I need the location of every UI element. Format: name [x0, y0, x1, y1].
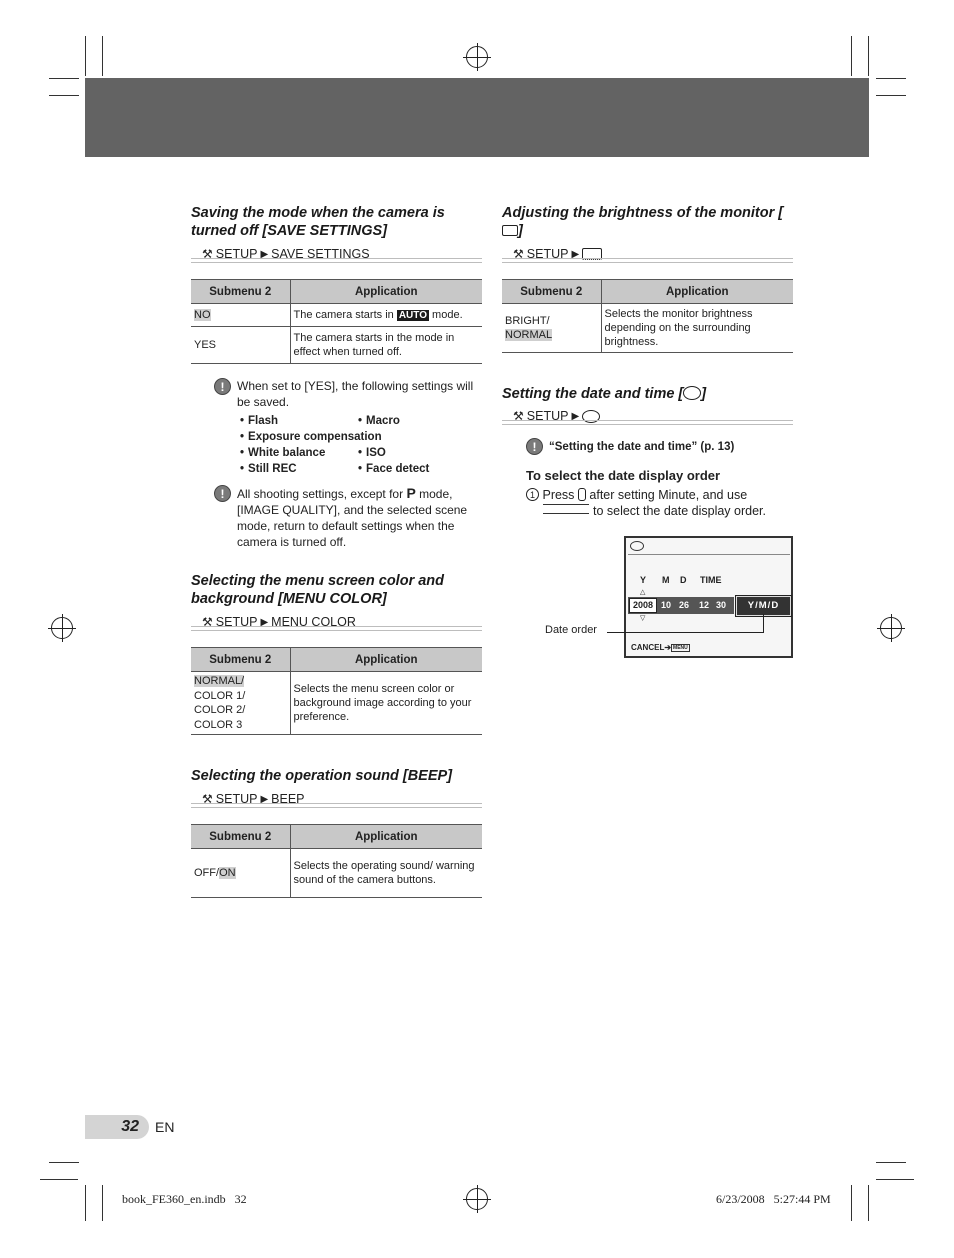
- crop-mark: [851, 1185, 852, 1221]
- ok-button-icon: [578, 488, 586, 501]
- crop-mark: [102, 1185, 103, 1221]
- app-text: The camera starts in the mode in effect when turned off.: [290, 327, 482, 364]
- crop-mark: [85, 1185, 86, 1221]
- setup-wrench-icon: ⚒: [202, 792, 213, 806]
- year-field: 2008: [629, 598, 657, 613]
- list-item: White balance: [248, 447, 326, 459]
- beep-title: Selecting the operation sound [BEEP]: [191, 768, 453, 784]
- app-text: Selects the menu screen color or background image according to your preference.: [290, 672, 482, 735]
- note-text: “Setting the date and time” (p. 13): [549, 441, 735, 453]
- list-item: Flash: [248, 415, 279, 427]
- option-yes: YES: [191, 327, 290, 364]
- day-field: 26: [679, 600, 690, 610]
- crop-mark: [876, 1179, 914, 1180]
- monitor-brightness-icon: [502, 225, 518, 236]
- brightness-title: [502, 204, 797, 240]
- section-rule: [191, 803, 482, 808]
- table-row: [191, 849, 482, 898]
- caution-icon: !: [526, 438, 543, 455]
- header-band: [85, 78, 869, 157]
- title-text: ]: [701, 386, 707, 402]
- auto-mode-icon: AUTO: [398, 309, 427, 321]
- arrow-right-icon: ▶: [571, 248, 580, 260]
- page-number: 32: [85, 1115, 149, 1139]
- crop-mark: [49, 78, 79, 79]
- menu-button-icon: MENU: [673, 645, 688, 651]
- option-normal: NORMAL: [505, 329, 553, 341]
- app-text: Selects the monitor brightness depending on the surrounding brightness.: [601, 304, 793, 353]
- path-setup: SETUP: [526, 409, 569, 423]
- app-text: The camera starts in: [293, 308, 394, 321]
- note-text-a: All shooting settings, except for: [237, 487, 404, 501]
- save-settings-title: Saving the mode when the camera is turned off [SAVE SETTINGS]: [191, 205, 445, 239]
- setup-wrench-icon: ⚒: [202, 615, 213, 629]
- registration-mark-icon: [880, 617, 902, 639]
- setup-wrench-icon: ⚒: [202, 247, 213, 261]
- file-slug: book_FE360_en.indb 32: [122, 1192, 247, 1206]
- path-setup: SETUP: [215, 247, 258, 261]
- note-text: When set to [YES], the following settings will be saved.: [237, 379, 474, 409]
- crop-mark: [876, 1162, 906, 1163]
- crop-mark: [851, 36, 852, 76]
- hour-field: 12: [699, 600, 710, 610]
- registration-mark-icon: [51, 617, 73, 639]
- section-rule: [191, 258, 482, 263]
- crop-mark: [876, 78, 906, 79]
- list-item: Exposure compensation: [248, 431, 382, 443]
- list-item: Macro: [366, 415, 400, 427]
- cancel-label: CANCEL: [631, 643, 665, 652]
- camera-lcd-screen: [624, 536, 793, 658]
- down-arrow-icon: ▽: [640, 615, 646, 622]
- save-settings-table: [191, 279, 482, 364]
- section-rule: [502, 420, 793, 425]
- option-off: OFF/: [194, 867, 220, 879]
- note-text-b: mode, [IMAGE QUALITY], and the selected scene mode, return to default settings when the camera is turned off.: [237, 487, 468, 549]
- arrow-right-icon: ▶: [260, 793, 269, 805]
- section-rule: [502, 258, 793, 263]
- col-head-application: Application: [601, 280, 793, 304]
- crop-mark: [40, 1179, 78, 1180]
- title-text: ]: [518, 223, 523, 239]
- path-item: MENU COLOR: [271, 615, 356, 629]
- label-y: Y: [640, 575, 647, 585]
- date-order-step: [526, 487, 788, 519]
- cancel-hint: CANCEL➔ MENU: [631, 643, 688, 652]
- step-text: after setting Minute, and use: [589, 488, 748, 502]
- label-time: TIME: [700, 575, 722, 585]
- registration-mark-icon: [466, 1188, 488, 1210]
- date-order-field: Y/M/D: [736, 596, 791, 616]
- crop-mark: [49, 1162, 79, 1163]
- screen-divider: [628, 554, 790, 555]
- path-setup: SETUP: [215, 792, 258, 806]
- section-rule: [191, 626, 482, 631]
- table-row: [191, 672, 482, 735]
- arrow-right-icon: ▶: [571, 410, 580, 422]
- option-color1: COLOR 1/: [194, 689, 246, 702]
- up-arrow-icon: △: [640, 589, 646, 596]
- setup-wrench-icon: ⚒: [513, 409, 524, 423]
- language-code: EN: [155, 1119, 175, 1135]
- option-no: NO: [194, 309, 211, 321]
- date-order-subtitle: To select the date display order: [526, 468, 721, 483]
- crop-mark: [49, 95, 79, 96]
- saved-settings-list: • Flash • Macro • Exposure compensation • White balance • ISO • Still REC • Face detect: [240, 415, 430, 475]
- setup-wrench-icon: ⚒: [513, 247, 524, 261]
- note-save-list: [214, 378, 484, 410]
- option-normal: NORMAL/: [194, 675, 245, 687]
- path-item: SAVE SETTINGS: [271, 247, 370, 261]
- col-head-submenu: Submenu 2: [191, 280, 290, 304]
- note-date-ref: [526, 438, 786, 455]
- list-item: Still REC: [248, 463, 297, 475]
- menu-color-title: Selecting the menu screen color and background [MENU COLOR]: [191, 573, 445, 607]
- path-setup: SETUP: [526, 247, 569, 261]
- path-item: BEEP: [271, 792, 305, 806]
- col-head-submenu: Submenu 2: [191, 825, 290, 849]
- caution-icon: !: [214, 485, 231, 502]
- menu-color-table: [191, 647, 482, 735]
- step-text: to select the date display order.: [592, 504, 766, 518]
- caution-icon: !: [214, 378, 231, 395]
- clock-icon: [630, 541, 644, 551]
- table-row: [191, 327, 482, 364]
- month-field: 10: [661, 600, 672, 610]
- print-timestamp: 6/23/2008 5:27:44 PM: [716, 1192, 831, 1206]
- path-setup: SETUP: [215, 615, 258, 629]
- arrow-right-icon: ▶: [260, 248, 269, 260]
- brightness-table: [502, 279, 793, 353]
- note-reset: [214, 485, 484, 550]
- table-row: [502, 304, 793, 353]
- arrow-buttons-icon: [543, 504, 589, 514]
- minute-field: 30: [716, 600, 727, 610]
- crop-mark: [868, 1185, 869, 1221]
- list-item: Face detect: [366, 463, 430, 475]
- list-item: ISO: [366, 447, 386, 459]
- title-text: Setting the date and time [: [502, 386, 684, 402]
- crop-mark: [876, 95, 906, 96]
- crop-mark: [85, 36, 86, 76]
- arrow-right-icon: ▶: [260, 616, 269, 628]
- table-row: [191, 304, 482, 327]
- option-on: ON: [219, 867, 236, 879]
- crop-mark: [102, 36, 103, 76]
- clock-icon: [683, 386, 701, 400]
- date-order-callout: Date order: [545, 624, 597, 636]
- field-labels: [640, 575, 750, 585]
- col-head-submenu: Submenu 2: [191, 648, 290, 672]
- date-time-title: [502, 385, 797, 403]
- app-text: mode.: [432, 308, 463, 321]
- callout-line: [763, 614, 764, 633]
- app-text: Selects the operating sound/ warning sound of the camera buttons.: [290, 849, 482, 898]
- col-head-application: Application: [290, 648, 482, 672]
- col-head-application: Application: [290, 825, 482, 849]
- label-m: M: [662, 575, 670, 585]
- crop-mark: [868, 36, 869, 76]
- title-text: Adjusting the brightness of the monitor [: [502, 205, 784, 221]
- note-text: [237, 485, 484, 550]
- beep-table: [191, 824, 482, 898]
- col-head-submenu: Submenu 2: [502, 280, 601, 304]
- program-mode-icon: P: [406, 485, 416, 501]
- option-color2: COLOR 2/: [194, 704, 246, 716]
- col-head-application: Application: [290, 280, 482, 304]
- step-text: Press: [542, 488, 575, 502]
- option-color3: COLOR 3: [194, 718, 243, 731]
- registration-mark-icon: [466, 46, 488, 68]
- step-number: 1: [526, 488, 539, 501]
- label-d: D: [680, 575, 687, 585]
- option-bright: BRIGHT/: [505, 315, 550, 327]
- callout-line: [607, 632, 764, 633]
